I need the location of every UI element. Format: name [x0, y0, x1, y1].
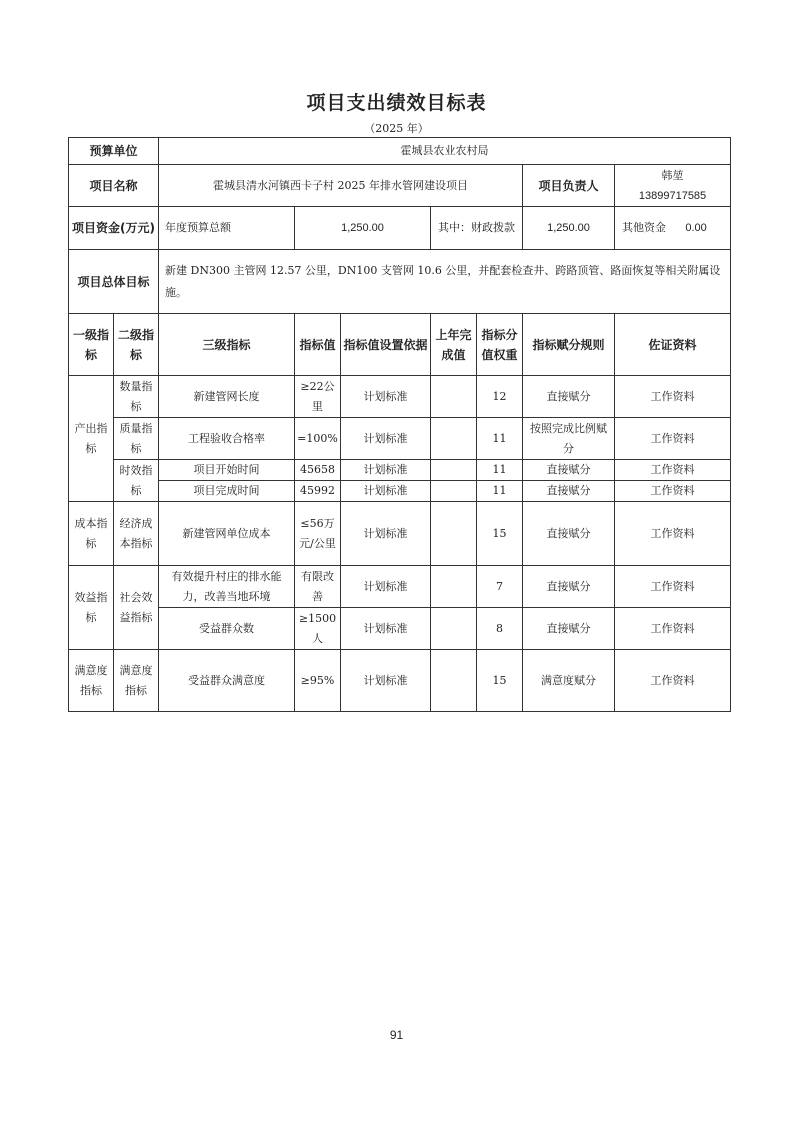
indicator-weight: 11: [477, 418, 523, 460]
indicator-rule: 直接赋分: [523, 608, 615, 650]
indicator-basis: 计划标准: [341, 650, 431, 712]
indicator-basis: 计划标准: [341, 481, 431, 502]
group-cost: 成本指标: [69, 502, 114, 566]
indicator-evidence: 工作资料: [615, 566, 731, 608]
indicator-value: ≥1500人: [295, 608, 341, 650]
indicator-value: 45992: [295, 481, 341, 502]
indicator-weight: 15: [477, 502, 523, 566]
indicator-rule: 直接赋分: [523, 481, 615, 502]
indicator-rule: 直接赋分: [523, 376, 615, 418]
indicator-evidence: 工作资料: [615, 502, 731, 566]
performance-table: [68, 137, 731, 712]
indicator-value: ≤56万元/公里: [295, 502, 341, 566]
sub-time: 时效指标: [114, 460, 159, 502]
indicator-last-year: [431, 418, 477, 460]
table-row: [69, 481, 731, 502]
indicator-evidence: 工作资料: [615, 608, 731, 650]
indicator-basis: 计划标准: [341, 608, 431, 650]
table-row: [69, 566, 731, 608]
indicator-basis: 计划标准: [341, 376, 431, 418]
indicator-header-row: [69, 314, 731, 376]
fiscal-value: 1,250.00: [523, 207, 615, 250]
table-row: [69, 460, 731, 481]
sub-satisfaction: 满意度指标: [114, 650, 159, 712]
indicator-basis: 计划标准: [341, 566, 431, 608]
funds-row: [69, 207, 731, 250]
indicator-value: 45658: [295, 460, 341, 481]
indicator-rule: 直接赋分: [523, 566, 615, 608]
overall-goal-row: [69, 250, 731, 314]
indicator-last-year: [431, 566, 477, 608]
indicator-last-year: [431, 376, 477, 418]
indicator-value: 有限改善: [295, 566, 341, 608]
indicator-weight: 11: [477, 460, 523, 481]
sub-social: 社会效益指标: [114, 566, 159, 650]
indicator-name: 项目开始时间: [159, 460, 295, 481]
indicator-basis: 计划标准: [341, 460, 431, 481]
indicator-name: 新建管网单位成本: [159, 502, 295, 566]
indicator-value: ≥22公里: [295, 376, 341, 418]
header-evidence: 佐证资料: [615, 314, 731, 376]
header-weight: 指标分值权重: [477, 314, 523, 376]
table-row: [69, 608, 731, 650]
header-last-year: 上年完成值: [431, 314, 477, 376]
project-name-value: 霍城县清水河镇西卡子村 2025 年排水管网建设项目: [159, 165, 523, 207]
indicator-evidence: 工作资料: [615, 650, 731, 712]
table-row: [69, 376, 731, 418]
indicator-rule: 直接赋分: [523, 502, 615, 566]
indicator-weight: 11: [477, 481, 523, 502]
fiscal-label: 其中：财政拨款: [431, 207, 523, 250]
indicator-name: 受益群众满意度: [159, 650, 295, 712]
header-level3: 三级指标: [159, 314, 295, 376]
year-label: （2025 年）: [364, 122, 429, 135]
indicator-weight: 15: [477, 650, 523, 712]
indicator-last-year: [431, 481, 477, 502]
indicator-rule: 满意度赋分: [523, 650, 615, 712]
header-value: 指标值: [295, 314, 341, 376]
page-title: 项目支出绩效目标表: [306, 92, 487, 114]
indicator-last-year: [431, 650, 477, 712]
table-row: [69, 650, 731, 712]
budget-unit-label: 预算单位: [69, 138, 159, 165]
project-leader-label: 项目负责人: [523, 165, 615, 207]
indicator-name: 受益群众数: [159, 608, 295, 650]
header-basis: 指标值设置依据: [341, 314, 431, 376]
indicator-evidence: 工作资料: [615, 460, 731, 481]
group-output: 产出指标: [69, 376, 114, 502]
page-number: 91: [389, 1028, 404, 1042]
indicator-basis: 计划标准: [341, 418, 431, 460]
table-row: [69, 418, 731, 460]
indicator-rule: 按照完成比例赋分: [523, 418, 615, 460]
indicator-last-year: [431, 460, 477, 481]
indicator-name: 工程验收合格率: [159, 418, 295, 460]
indicator-weight: 8: [477, 608, 523, 650]
project-leader-value: [615, 165, 731, 207]
indicator-name: 项目完成时间: [159, 481, 295, 502]
indicator-value: =100%: [295, 418, 341, 460]
project-name-row: [69, 165, 731, 207]
sub-quality: 质量指标: [114, 418, 159, 460]
other-funds-label: 其他资金 0.00: [615, 207, 731, 250]
funds-label: 项目资金(万元): [69, 207, 159, 250]
indicator-name: 有效提升村庄的排水能力，改善当地环境: [159, 566, 295, 608]
budget-unit-row: [69, 138, 731, 165]
group-satisfaction: 满意度指标: [69, 650, 114, 712]
indicator-last-year: [431, 502, 477, 566]
other-funds-value: 0.00: [685, 222, 707, 234]
overall-goal-value: 新建 DN300 主管网 12.57 公里，DN100 支管网 10.6 公里，并配套检查井、跨路顶管、路面恢复等相关附属设施。: [159, 250, 731, 314]
indicator-value: ≥95%: [295, 650, 341, 712]
header-rule: 指标赋分规则: [523, 314, 615, 376]
header-level1: 一级指标: [69, 314, 114, 376]
table-row: [69, 502, 731, 566]
header-level2: 二级指标: [114, 314, 159, 376]
annual-total-label: 年度预算总额: [159, 207, 295, 250]
indicator-basis: 计划标准: [341, 502, 431, 566]
group-benefit: 效益指标: [69, 566, 114, 650]
annual-total-value: 1,250.00: [295, 207, 431, 250]
leader-phone: 13899717585: [638, 189, 707, 202]
project-name-label: 项目名称: [69, 165, 159, 207]
sub-quantity: 数量指标: [114, 376, 159, 418]
indicator-weight: 12: [477, 376, 523, 418]
indicator-evidence: 工作资料: [615, 481, 731, 502]
indicator-weight: 7: [477, 566, 523, 608]
indicator-last-year: [431, 608, 477, 650]
sub-econ: 经济成本指标: [114, 502, 159, 566]
indicator-evidence: 工作资料: [615, 418, 731, 460]
leader-name: 韩堃: [661, 168, 684, 182]
budget-unit-value: 霍城县农业农村局: [159, 138, 731, 165]
indicator-evidence: 工作资料: [615, 376, 731, 418]
indicator-rule: 直接赋分: [523, 460, 615, 481]
overall-goal-label: 项目总体目标: [69, 250, 159, 314]
indicator-name: 新建管网长度: [159, 376, 295, 418]
